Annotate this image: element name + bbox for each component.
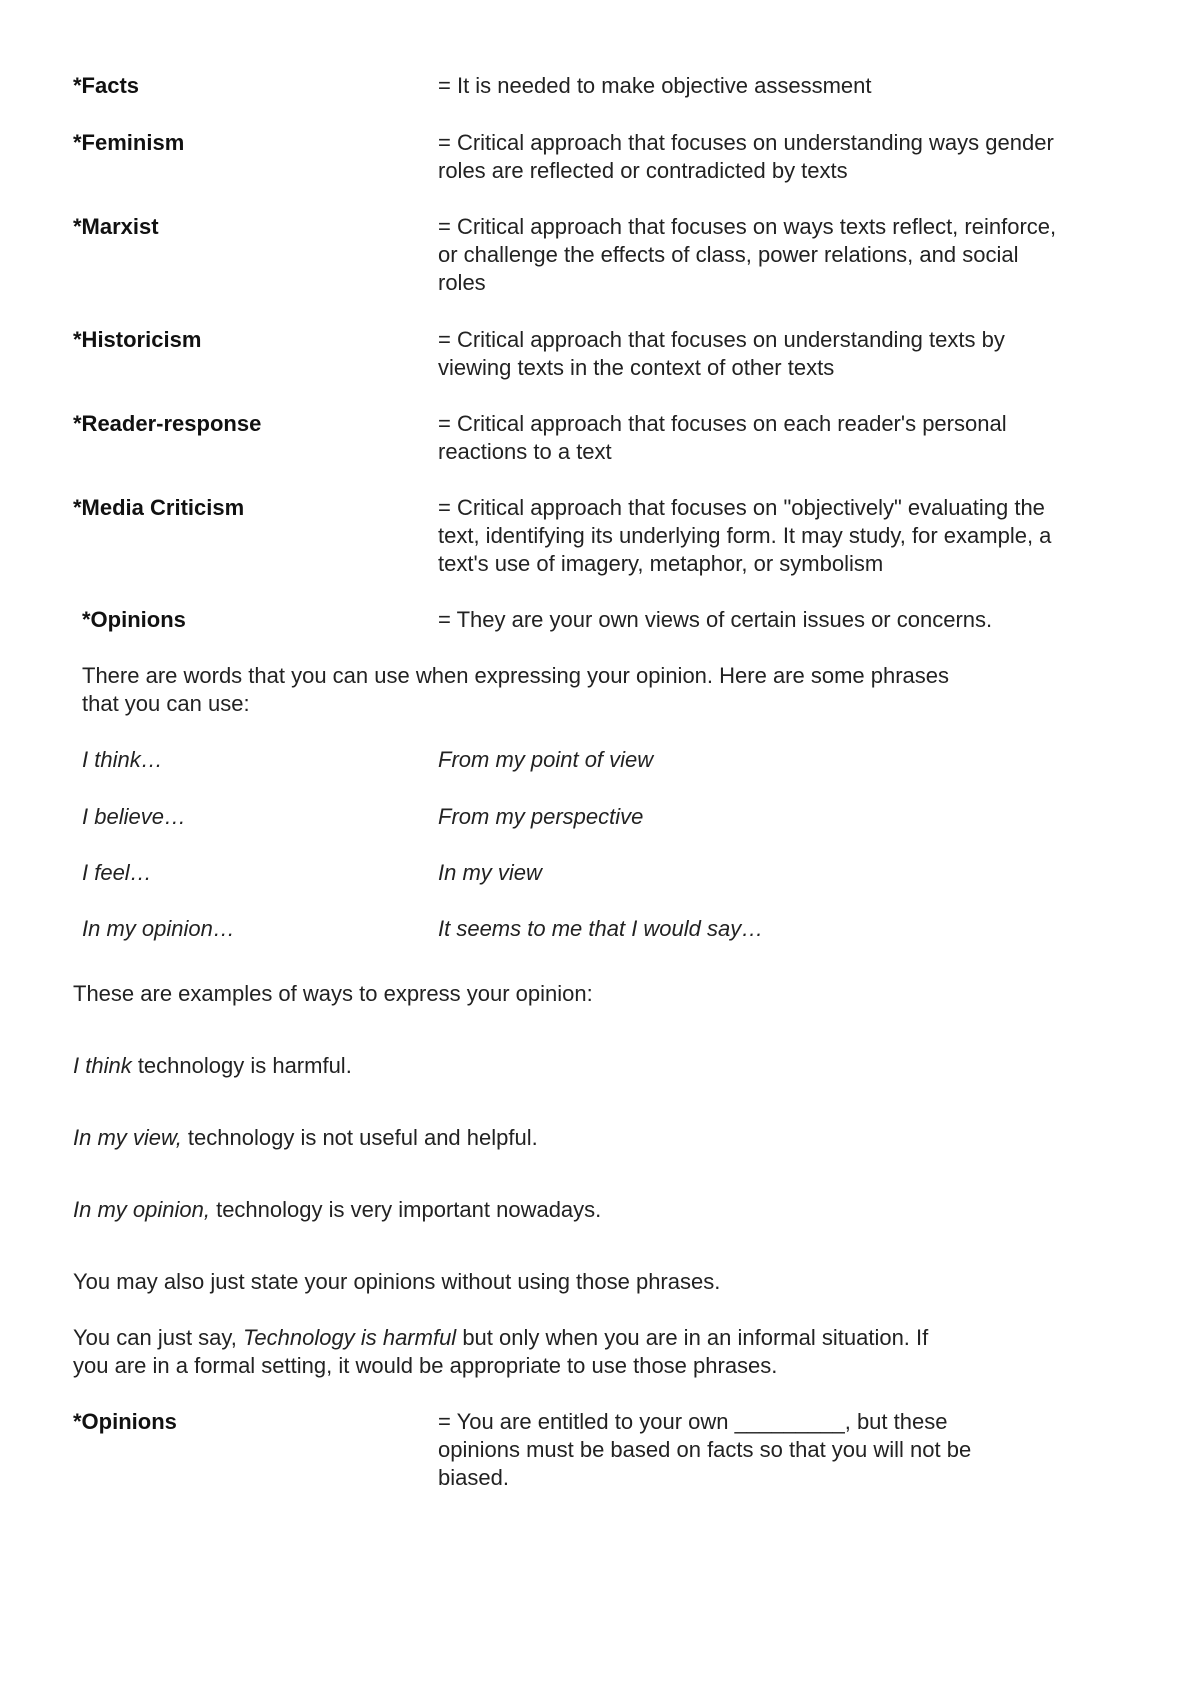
definition-line: = It is needed to make objective assessment	[438, 73, 872, 98]
examples-heading: These are examples of ways to express your opinion:	[73, 981, 593, 1006]
example-rest: technology is very important nowadays.	[209, 1197, 602, 1222]
definition-line: viewing texts in the context of other texts	[438, 355, 835, 380]
term-label: *Opinions	[73, 1409, 177, 1434]
definition-line: = Critical approach that focuses on ways texts reflect, reinforce,	[438, 214, 1057, 239]
paragraph-line	[73, 1324, 1053, 1352]
phrase-left: I feel…	[82, 860, 152, 885]
phrase-right: It seems to me that I would say…	[438, 916, 764, 941]
term-label: *Opinions	[82, 607, 186, 632]
definition-line: biased.	[438, 1465, 509, 1490]
informal-italic: Technology is harmful	[243, 1325, 457, 1350]
phrase-left: I believe…	[82, 804, 186, 829]
example-rest: technology is harmful.	[131, 1053, 352, 1078]
phrase-left: In my opinion…	[82, 916, 235, 941]
term-label: *Marxist	[73, 214, 159, 239]
definition-line: = Critical approach that focuses on understanding ways gender	[438, 130, 1054, 155]
definition-line: text's use of imagery, metaphor, or symbolism	[438, 551, 884, 576]
definition-line: reactions to a text	[438, 439, 612, 464]
definition-line: = Critical approach that focuses on each reader's personal	[438, 411, 1007, 436]
definition-line: opinions must be based on facts so that you will not be	[438, 1437, 972, 1462]
example-sentence	[73, 1124, 1053, 1152]
phrase-left: I think…	[82, 747, 163, 772]
example-rest: technology is not useful and helpful.	[181, 1125, 538, 1150]
definition-text	[438, 606, 1128, 634]
informal-paragraph	[73, 1324, 1053, 1380]
phrase-right: From my perspective	[438, 804, 644, 829]
paragraph-line: that you can use:	[82, 691, 250, 716]
definition-line: = You are entitled to your own _________, but these	[438, 1409, 948, 1434]
definition-line: = They are your own views of certain issues or concerns.	[438, 607, 993, 632]
informal-end: but only when you are in an informal situation. If	[456, 1325, 929, 1350]
definition-text	[438, 410, 1128, 466]
example-sentence	[73, 1052, 1053, 1080]
term-label: *Feminism	[73, 130, 185, 155]
also-state-text: You may also just state your opinions without using those phrases.	[73, 1269, 721, 1294]
definition-line: = Critical approach that focuses on understanding texts by	[438, 327, 1005, 352]
paragraph-line: you are in a formal setting, it would be appropriate to use those phrases.	[73, 1353, 778, 1378]
phrase-right: From my point of view	[438, 747, 654, 772]
example-italic: In my view,	[73, 1125, 182, 1150]
definition-text	[438, 326, 1128, 382]
definition-line: roles are reflected or contradicted by texts	[438, 158, 848, 183]
definition-text	[438, 213, 1128, 297]
example-italic: In my opinion,	[73, 1197, 210, 1222]
definition-text	[438, 1408, 1128, 1492]
definition-text	[438, 494, 1128, 578]
example-italic: I think	[73, 1053, 132, 1078]
term-label: *Facts	[73, 73, 140, 98]
term-label: *Media Criticism	[73, 495, 245, 520]
definition-line: roles	[438, 270, 486, 295]
phrase-right: In my view	[438, 860, 542, 885]
term-label: *Historicism	[73, 327, 202, 352]
intro-paragraph	[82, 662, 1062, 718]
informal-start: You can just say,	[73, 1325, 243, 1350]
definition-line: = Critical approach that focuses on "objectively" evaluating the	[438, 495, 1045, 520]
definition-line: or challenge the effects of class, power relations, and social	[438, 242, 1019, 267]
paragraph-line: There are words that you can use when expressing your opinion. Here are some phrases	[82, 663, 950, 688]
definition-text	[438, 72, 1128, 100]
example-sentence	[73, 1196, 1053, 1224]
term-label: *Reader-response	[73, 411, 262, 436]
definition-text	[438, 129, 1128, 185]
definition-line: text, identifying its underlying form. It may study, for example, a	[438, 523, 1052, 548]
